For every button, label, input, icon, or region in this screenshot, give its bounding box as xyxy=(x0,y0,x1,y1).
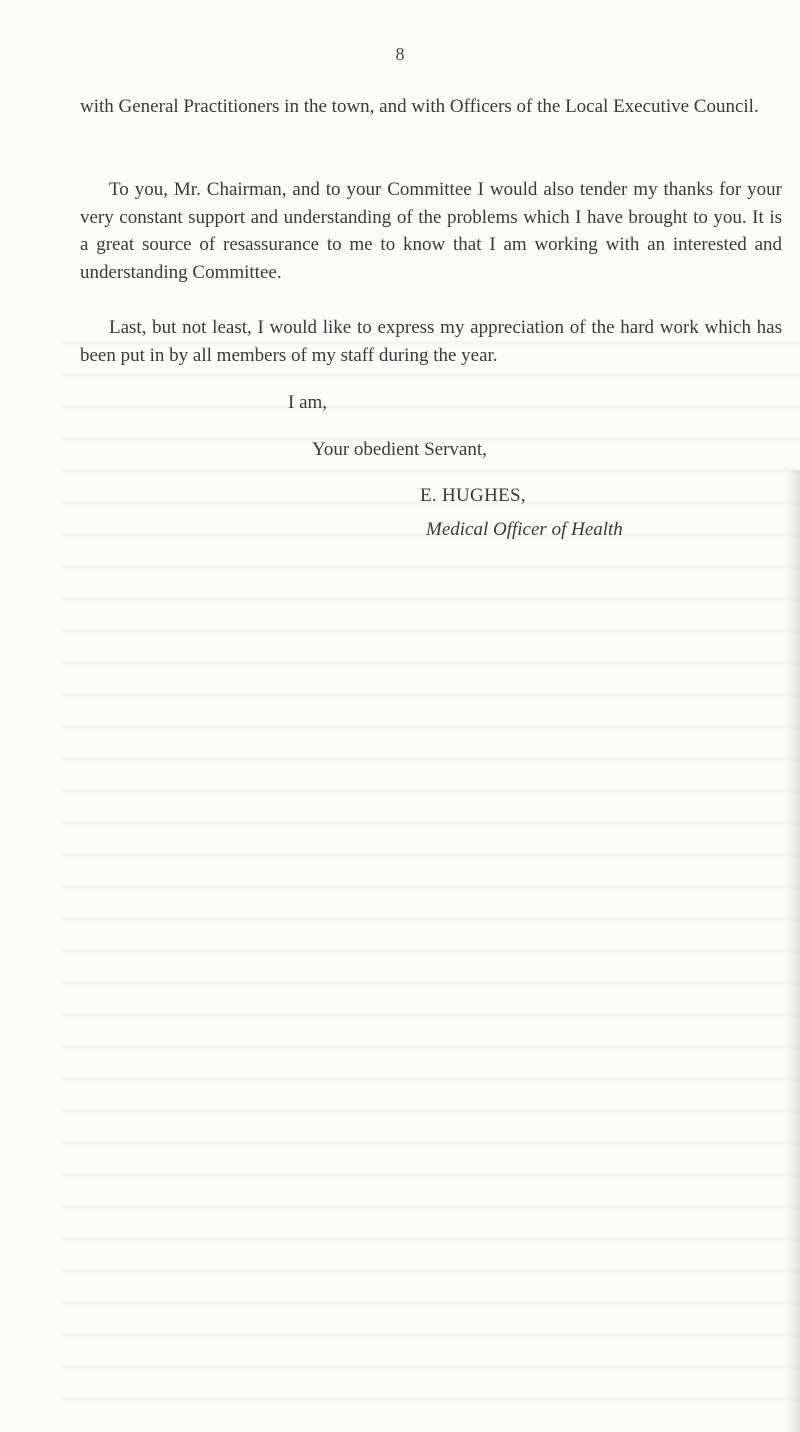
signatory-name: E. HUGHES, xyxy=(420,485,526,506)
page-edge-shadow xyxy=(786,470,800,1432)
paragraph-chairman-thanks: To you, Mr. Chairman, and to your Committee I would also tender my thanks for your very constant support and understanding of the problems which I have brought to you. It is a great source of resassurance to me to know that I am working with an interested and understanding Committee. xyxy=(80,179,782,283)
signatory-title: Medical Officer of Health xyxy=(426,519,623,540)
closing-salutation: I am, xyxy=(288,392,328,413)
closing-servant: Your obedient Servant, xyxy=(312,439,487,460)
paragraph-staff-appreciation: Last, but not least, I would like to express my appreciation of the hard work which has been put in by all members of my staff during the year. xyxy=(80,317,782,366)
paragraph-general-practitioners: with General Practitioners in the town, and with Officers of the Local Executive Council. xyxy=(80,96,759,117)
page-number: 8 xyxy=(395,44,405,64)
